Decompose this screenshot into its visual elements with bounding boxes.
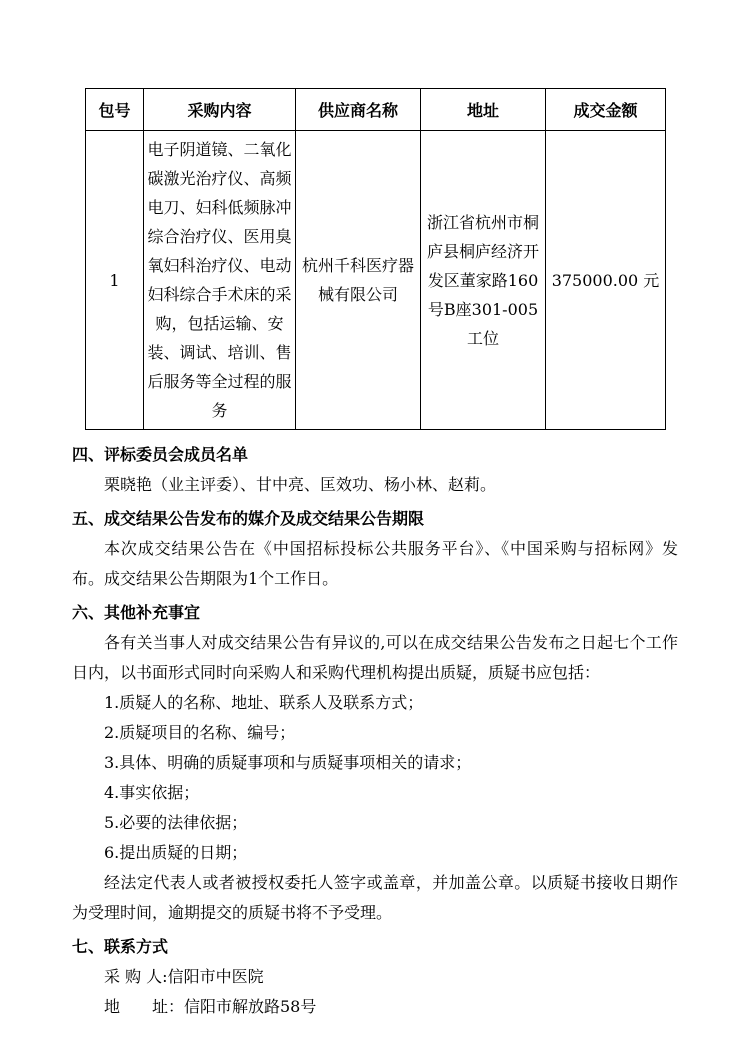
header-supplier-name: 供应商名称	[296, 89, 421, 131]
header-package-no: 包号	[86, 89, 144, 131]
section5-body: 本次成交结果公告在《中国招标投标公共服务平台》、《中国采购与招标网》发布。成交结果公告期限为1个工作日。	[72, 539, 678, 588]
objection-item-2: 2.质疑项目的名称、编号；	[104, 723, 296, 742]
purchaser-line: 采 购 人:信阳市中医院	[104, 967, 264, 986]
section6-intro: 各有关当事人对成交结果公告有异议的,可以在成交结果公告发布之日起七个工作日内，以书面形式同时向采购人和采购代理机构提出质疑，质疑书应包括：	[72, 633, 678, 682]
section5-heading: 五、成交结果公告发布的媒介及成交结果公告期限	[72, 509, 425, 528]
header-procurement-content: 采购内容	[144, 89, 296, 131]
header-award-amount: 成交金额	[546, 89, 666, 131]
cell-supplier-name: 杭州千科医疗器械有限公司	[296, 131, 421, 430]
objection-item-6: 6.提出质疑的日期；	[104, 843, 248, 862]
objection-item-1: 1.质疑人的名称、地址、联系人及联系方式；	[104, 693, 424, 712]
section4-heading: 四、评标委员会成员名单	[72, 445, 249, 464]
objection-item-3: 3.具体、明确的质疑事项和与质疑事项相关的请求；	[104, 753, 472, 772]
cell-award-amount: 375000.00 元	[546, 131, 666, 430]
purchaser-address-line: 地 址：信阳市解放路58号	[104, 997, 317, 1016]
objection-item-4: 4.事实依据；	[104, 783, 200, 802]
header-address: 地址	[421, 89, 546, 131]
section4-body: 栗晓艳（业主评委）、甘中亮、匡效功、杨小林、赵莉。	[104, 475, 497, 494]
cell-package-no: 1	[86, 131, 144, 430]
table-header-row	[86, 89, 666, 131]
document-content	[72, 88, 678, 1022]
cell-address: 浙江省杭州市桐庐县桐庐经济开发区董家路160号B座301-005工位	[421, 131, 546, 430]
table-row	[86, 131, 666, 430]
section6-outro: 经法定代表人或者被授权委托人签字或盖章，并加盖公章。以质疑书接收日期作为受理时间，逾期提交的质疑书将不予受理。	[72, 873, 678, 922]
cell-procurement-content: 电子阴道镜、二氧化碳激光治疗仪、高频电刀、妇科低频脉冲综合治疗仪、医用臭氧妇科治疗仪、电动妇科综合手术床的采购，包括运输、安装、调试、培训、售后服务等全过程的服务	[144, 131, 296, 430]
section7-heading: 七、联系方式	[72, 937, 169, 956]
section6-heading: 六、其他补充事宜	[72, 603, 201, 622]
award-result-table	[85, 88, 666, 430]
objection-item-5: 5.必要的法律依据；	[104, 813, 248, 832]
